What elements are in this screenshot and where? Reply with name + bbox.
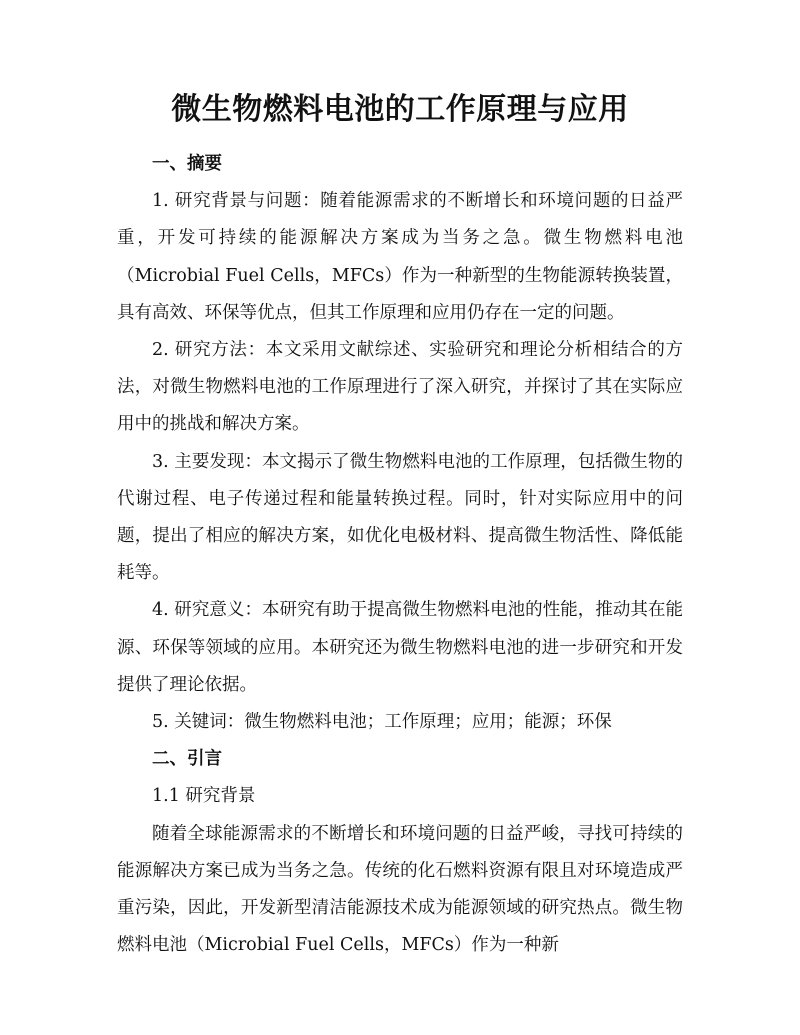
abstract-paragraph-2: 2. 研究方法：本文采用文献综述、实验研究和理论分析相结合的方法，对微生物燃料电池的工作原理进行了深入研究，并探讨了其在实际应用中的挑战和解决方案。 <box>117 340 683 435</box>
abstract-paragraph-1: 1. 研究背景与问题：随着能源需求的不断增长和环境问题的日益严重，开发可持续的能源解决方案成为当务之急。微生物燃料电池（Microbial Fuel Cells，MFCs）作为一种新型的生物能源转换装置，具有高效、环保等优点，但其工作原理和应用仍存在一定的问题。 <box>117 191 683 323</box>
abstract-paragraph-4: 4. 研究意义：本研究有助于提高微生物燃料电池的性能，推动其在能源、环保等领域的应用。本研究还为微生物燃料电池的进一步研究和开发提供了理论依据。 <box>117 600 683 695</box>
subsection-heading-background: 1.1 研究背景 <box>152 786 256 807</box>
introduction-paragraph-1: 随着全球能源需求的不断增长和环境问题的日益严峻，寻找可持续的能源解决方案已成为当务之急。传统的化石燃料资源有限且对环境造成严重污染，因此，开发新型清洁能源技术成为能源领域的研究热点。微生物燃料电池（Microbial Fuel Cells，MFCs）作为一种新 <box>117 823 683 956</box>
section-heading-abstract: 一、摘要 <box>152 154 222 174</box>
abstract-keywords: 5. 关键词：微生物燃料电池；工作原理；应用；能源；环保 <box>152 712 612 733</box>
abstract-paragraph-3: 3. 主要发现：本文揭示了微生物燃料电池的工作原理，包括微生物的代谢过程、电子传递过程和能量转换过程。同时，针对实际应用中的问题，提出了相应的解决方案，如优化电极材料、提高微生物活性、降低能耗等。 <box>117 451 683 584</box>
section-heading-introduction: 二、引言 <box>152 749 222 770</box>
document-title: 微生物燃料电池的工作原理与应用 <box>171 92 629 127</box>
document-body <box>117 146 683 964</box>
